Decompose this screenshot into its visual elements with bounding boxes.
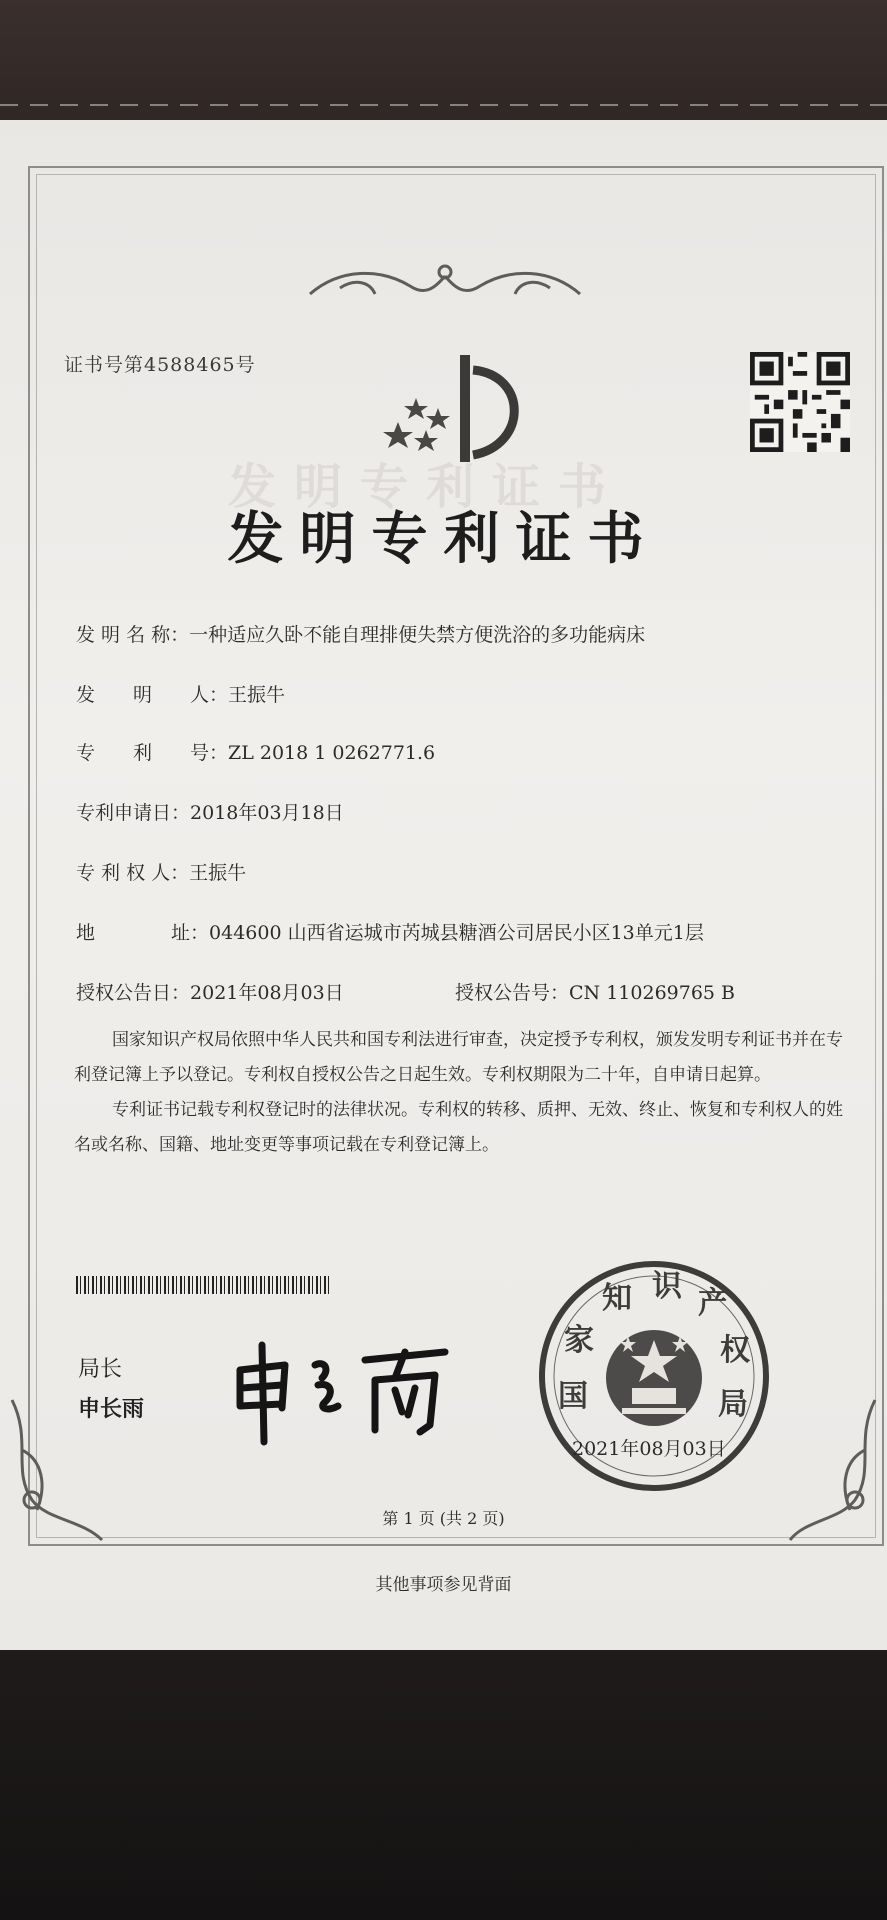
seal-char: 产 — [698, 1286, 728, 1321]
seal-char: 权 — [720, 1333, 750, 1368]
page-indicator: 第 1 页 (共 2 页) — [382, 1509, 505, 1528]
grant-number-value: CN 110269765 B — [569, 982, 736, 1004]
seal-date: 2021年08月03日 — [572, 1438, 726, 1460]
signature-icon — [230, 1330, 460, 1450]
grant-date-row — [76, 978, 344, 1005]
desk-background-bottom — [0, 1650, 887, 1920]
address-label: 地 址： — [76, 922, 210, 944]
filing-date-row — [76, 798, 344, 825]
grant-date-label: 授权公告日： — [76, 982, 191, 1004]
body-paragraph: 国家知识产权局依照中华人民共和国专利法进行审查，决定授予专利权，颁发发明专利证书并在专利登记簿上予以登记。专利权自授权公告之日起生效。专利权期限为二十年，自申请日起算。 — [74, 1030, 843, 1085]
grant-number-label: 授权公告号： — [455, 982, 570, 1004]
desk-background-top — [0, 0, 887, 140]
barcode-icon — [76, 1276, 330, 1294]
invention-name-label: 发 明 名 称： — [76, 624, 190, 646]
top-ornament-icon — [300, 258, 590, 308]
inventor-value: 王振牛 — [228, 684, 286, 706]
grant-number-row — [455, 978, 735, 1005]
filing-date-value: 2018年03月18日 — [190, 802, 344, 824]
patentee-row — [76, 858, 246, 885]
invention-name-row — [76, 620, 645, 647]
address-value: 044600 山西省运城市芮城县糖酒公司居民小区13单元1层 — [209, 922, 704, 944]
grant-date-value: 2021年08月03日 — [190, 982, 344, 1004]
director-name: 申长雨 — [78, 1397, 145, 1422]
inventor-row — [76, 680, 285, 707]
address-row — [76, 918, 704, 945]
desk-stitching — [0, 104, 887, 106]
patent-number-label: 专 利 号： — [76, 742, 229, 764]
filing-date-label: 专利申请日： — [76, 802, 191, 824]
body-paragraph: 专利证书记载专利权登记时的法律状况。专利权的转移、质押、无效、终止、恢复和专利权人的姓名或名称、国籍、地址变更等事项记载在专利登记簿上。 — [74, 1100, 843, 1155]
seal-char: 识 — [652, 1269, 682, 1304]
certificate-body — [74, 1023, 844, 1163]
seal-char: 局 — [718, 1387, 748, 1422]
seal-char: 国 — [558, 1379, 588, 1414]
certificate-title: 发明专利证书 — [227, 506, 660, 572]
qr-code-icon — [750, 352, 850, 452]
patent-number-row — [76, 738, 435, 765]
invention-name-value: 一种适应久卧不能自理排便失禁方便洗浴的多功能病床 — [189, 624, 646, 646]
patent-number-value: ZL 2018 1 0262771.6 — [228, 742, 436, 764]
director-title: 局长 — [78, 1357, 123, 1382]
title-watermark: 发明专利证书 — [228, 459, 625, 515]
certificate-number: 证书号第4588465号 — [64, 354, 256, 376]
seal-char: 家 — [564, 1323, 594, 1358]
patentee-value: 王振牛 — [189, 862, 247, 884]
inventor-label: 发 明 人： — [76, 684, 229, 706]
patentee-label: 专 利 权 人： — [76, 862, 190, 884]
seal-char: 知 — [602, 1281, 632, 1316]
back-note: 其他事项参见背面 — [375, 1575, 512, 1595]
